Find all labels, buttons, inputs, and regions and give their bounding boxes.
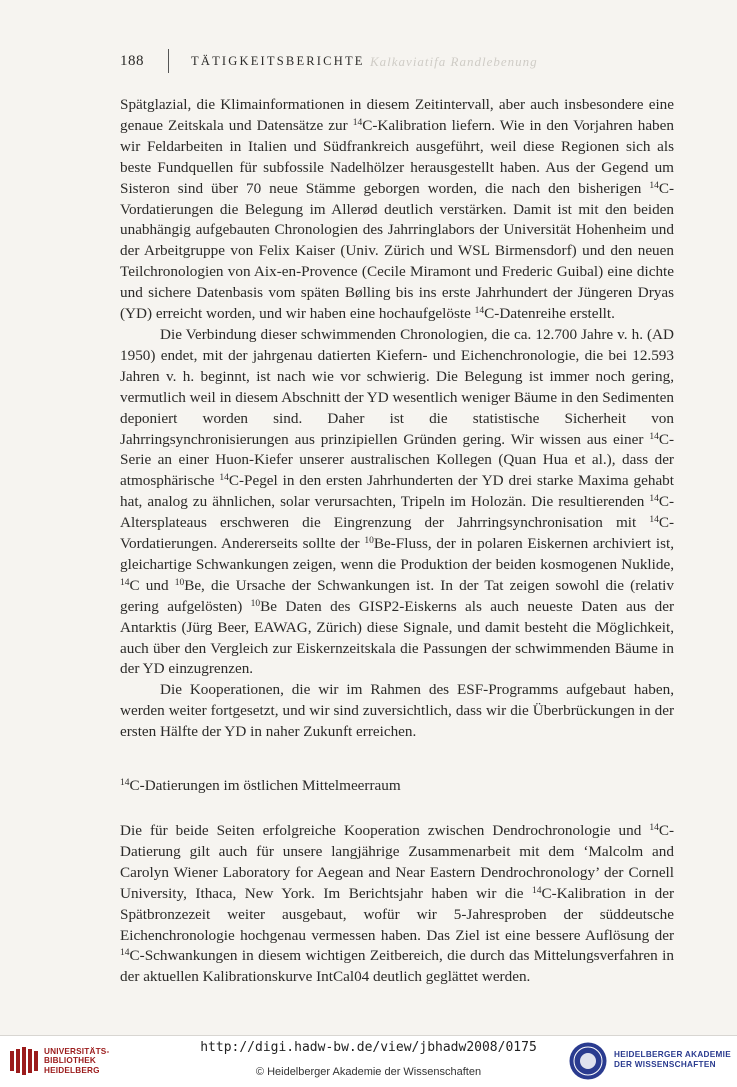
- academy-seal-icon: [568, 1041, 608, 1081]
- header-divider: [168, 49, 169, 73]
- permalink-url[interactable]: http://digi.hadw-bw.de/view/jbhadw2008/0175: [200, 1040, 537, 1055]
- section-heading: $^{14}$C-Datierungen im östlichen Mittelmeerraum: [120, 777, 401, 795]
- bleed-through-text: Kalkaviatifa Randlebenung: [370, 54, 538, 69]
- page-header: [120, 48, 365, 74]
- paragraph: Die Verbindung dieser schwimmenden Chronologien, die ca. 12.700 Jahre v. h. (AD 1950) endet, mit der jahrgenau datierten Kiefern- und Eichenchronologie, die bei 12.593 Jahren v. h. beginnt, ist nach wie vor schwierig. Die Belegung ist immer noch gering, vermutlich weil in diesem Abschnitt der YD wesentlich weniger Bäume in den Sedimenten deponiert worden sind. Daher ist die statistische Sicherheit von Jahrringsynchronisierungen aus prinzipiellen Gründen gering. Wir wissen aus einer $^{14}$C-Serie an einer Huon-Kiefer unserer australischen Kollegen (Quan Hua et al.), dass der atmosphärische $^{14}$C-Pegel in den ersten Jahrhunderten der YD drei starke Maxima gehabt hat, analog zu ähnlichen, solar verursachten, Tripeln im Holozän. Die resultierenden $^{14}$C-Altersplateaus erschweren die Eingrenzung der Jahrringsynchronisation mit $^{14}$C-Vordatierungen. Andererseits sollte der $^{10}$Be-Fluss, der in polaren Eiskernen archiviert ist, gleichartige Schwankungen zeigen, wenn die Produktion der beiden kosmogenen Nuklide, $^{14}$C und $^{10}$Be, die Ursache der Schwankungen ist. In der Tat zeigen sowohl die (relativ gering aufgelösten) $^{10}$Be Daten des GISP2-Eiskerns als auch neueste Daten aus der Antarktis (Jürg Beer, EAWAG, Zürich) diese Signale, und damit besteht die Möglichkeit, auch über den Vergleich zur Eiskernzeitskala die Passungen der schwimmenden Bäume in der YD einzugrenzen.: [120, 325, 674, 678]
- paragraph: Spätglazial, die Klimainformationen in diesem Zeitintervall, aber auch insbesondere eine genaue Zeitskala und Datensätze zur $^{14}$C-Kalibration liefern. Wie in den Vorjahren haben wir Feldarbeiten in Italien und Südfrankreich ausgeführt, weil diese Regionen sich als beste Fundquellen für subfossile Nadelhölzer herausgestellt haben. Aus der Gegend um Sisteron sind über 70 neue Stämme geborgen worden, die nach den bisherigen $^{14}$C-Vordatierungen die Belegung im Allerød deutlich verstärken. Damit ist mit den beiden unabhängig aufgebauten Chronologien des Jahrringlabors der Universität Hohenheim und der Arbeitgruppe von Felix Kaiser (Univ. Zürich und WSL Birmensdorf) und den neuen Teilchronologien von Aix-en-Provence (Cecile Miramont und Frederic Guibal) eine dichte und sichere Datenbasis vom späten Bølling bis ins erste Jahrhundert der Jüngeren Dryas (YD) erreicht worden, und wir haben eine hochaufgelöste $^{14}$C-Datenreihe erstellt.: [120, 96, 674, 323]
- paragraph: Die Kooperationen, die wir im Rahmen des ESF-Programms aufgebaut haben, werden weiter fortgesetzt, und wir sind zuversichtlich, dass wir die Überbrückungen in der ersten Hälfte der YD in naher Zukunft erreichen.: [120, 681, 674, 741]
- academy-name: HEIDELBERGER AKADEMIE DER WISSENSCHAFTEN: [614, 1050, 731, 1070]
- running-title: TÄTIGKEITSBERICHTE: [191, 53, 365, 68]
- body-text: [120, 95, 674, 988]
- copyright-notice: © Heidelberger Akademie der Wissenschaften: [255, 1066, 482, 1078]
- page-number: 188: [120, 52, 144, 69]
- paragraph: Die für beide Seiten erfolgreiche Kooperation zwischen Dendrochronologie und $^{14}$C-Datierung gilt auch für unsere langjährige Zusammenarbeit mit dem ‘Malcolm and Carolyn Wiener Laboratory for Aegean and Near Eastern Dendrochronology’ der Cornell University, Ithaca, New York. Im Berichtsjahr haben wir die $^{14}$C-Kalibration in der Spätbronzezeit weiter ausgebaut, wofür wir 5-Jahresproben der süddeutsche Eichenchronologie hochgenau vermessen haben. Das Ziel ist eine bessere Auflösung der $^{14}$C-Schwankungen in diesem wichtigen Zeitbereich, die durch das Mittelungsverfahren in der aktuellen Kalibrationskurve IntCal04 deutlich geglättet werden.: [120, 822, 675, 986]
- university-library-name: UNIVERSITÄTS- BIBLIOTHEK HEIDELBERG: [44, 1047, 110, 1075]
- viewer-footer: [0, 1035, 737, 1087]
